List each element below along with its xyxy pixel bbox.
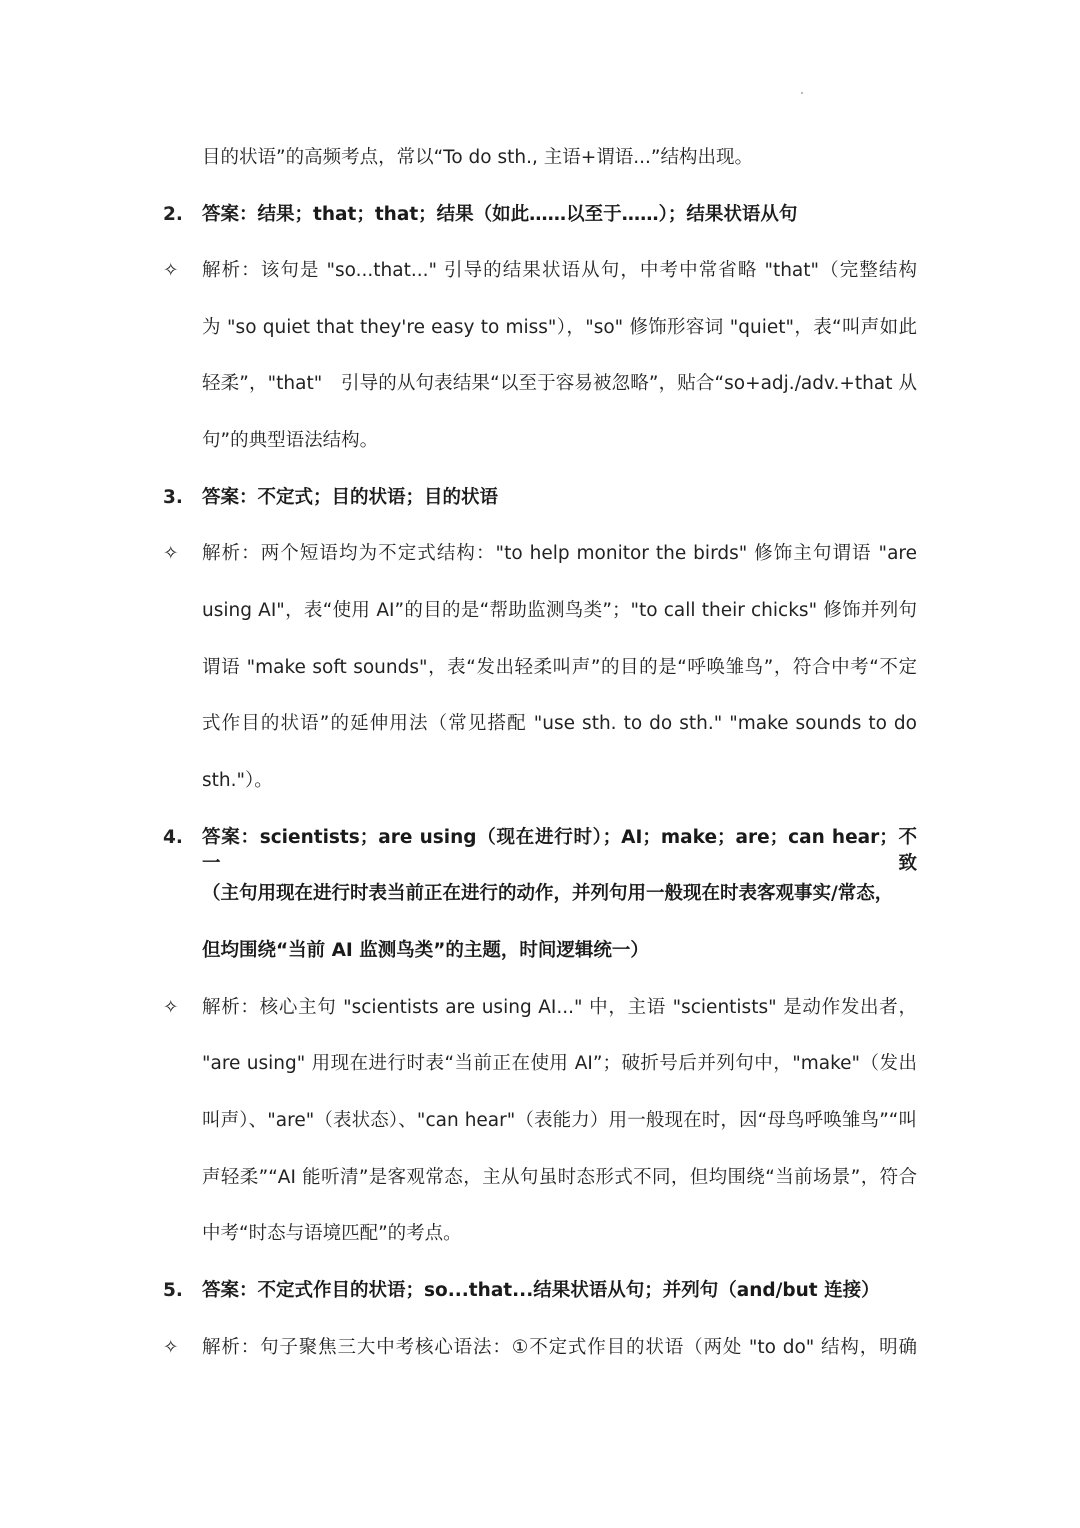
item-2-answer: 答案：结果；that；that；结果（如此……以至于……）；结果状语从句 (202, 204, 798, 225)
item-3-analysis-line: 解析：两个短语均为不定式结构："to help monitor the birds" 修饰主句谓语 "are (202, 543, 917, 564)
item-5-answer: 答案：不定式作目的状语；so...that...结果状语从句；并列句（and/but 连接） (202, 1280, 880, 1301)
item-4-answer: 答案：scientists；are using（现在进行时）；AI；make；are；can hear；不一致 (202, 827, 917, 874)
item-4-analysis-line: "are using" 用现在进行时表“当前正在使用 AI”；破折号后并列句中，"make"（发出 (202, 1053, 917, 1074)
item-2-analysis-line: 解析：该句是 "so...that..." 引导的结果状语从句，中考中常省略 "that"（完整结构 (202, 260, 917, 281)
item-2-analysis-line: 句”的典型语法结构。 (202, 430, 379, 451)
item-4-analysis-line: 声轻柔”“AI 能听清”是客观常态，主从句虽时态形式不同，但均围绕“当前场景”，符合 (202, 1167, 917, 1188)
item-4-number: 4. (163, 827, 183, 848)
item-4-answer: 但均围绕“当前 AI 监测鸟类”的主题，时间逻辑统一） (202, 940, 649, 961)
item-2-analysis-line: 轻柔”，"that" 引导的从句表结果“以至于容易被忽略”，贴合“so+adj./adv.+that 从 (202, 373, 917, 394)
item-3-number: 3. (163, 487, 183, 508)
item-5-analysis-line: 解析：句子聚焦三大中考核心语法：①不定式作目的状语（两处 "to do" 结构，明确 (202, 1337, 917, 1358)
item-4-analysis-line: 解析：核心主句 "scientists are using AI..." 中，主语 "scientists" 是动作发出者， (202, 997, 917, 1018)
item-2-analysis-line: 为 "so quiet that they're easy to miss"），"so" 修饰形容词 "quiet"，表“叫声如此 (202, 317, 917, 338)
item-3-analysis-line: using AI"，表“使用 AI”的目的是“帮助监测鸟类”；"to call their chicks" 修饰并列句 (202, 600, 917, 621)
scan-speck (801, 92, 803, 94)
continuation-line: 目的状语”的高频考点，常以“To do sth., 主语+谓语...”结构出现。 (202, 147, 753, 168)
analysis-marker-icon: ✧ (163, 997, 179, 1018)
item-3-analysis-line: sth."）。 (202, 770, 273, 791)
analysis-marker-icon: ✧ (163, 543, 179, 564)
item-4-answer: （主句用现在进行时表当前正在进行的动作，并列句用一般现在时表客观事实/常态， (202, 883, 894, 904)
item-4-analysis-line: 叫声）、"are"（表状态）、"can hear"（表能力）用一般现在时，因“母鸟呼唤雏鸟”“叫 (202, 1110, 917, 1131)
analysis-marker-icon: ✧ (163, 1337, 179, 1358)
item-5-number: 5. (163, 1280, 183, 1301)
item-3-answer: 答案：不定式；目的状语；目的状语 (202, 487, 499, 508)
item-3-analysis-line: 式作目的状语”的延伸用法（常见搭配 "use sth. to do sth." "make sounds to do (202, 713, 917, 734)
item-4-analysis-line: 中考“时态与语境匹配”的考点。 (202, 1223, 462, 1244)
item-3-analysis-line: 谓语 "make soft sounds"，表“发出轻柔叫声”的目的是“呼唤雏鸟”，符合中考“不定 (202, 657, 917, 678)
analysis-marker-icon: ✧ (163, 260, 179, 281)
item-2-number: 2. (163, 204, 183, 225)
